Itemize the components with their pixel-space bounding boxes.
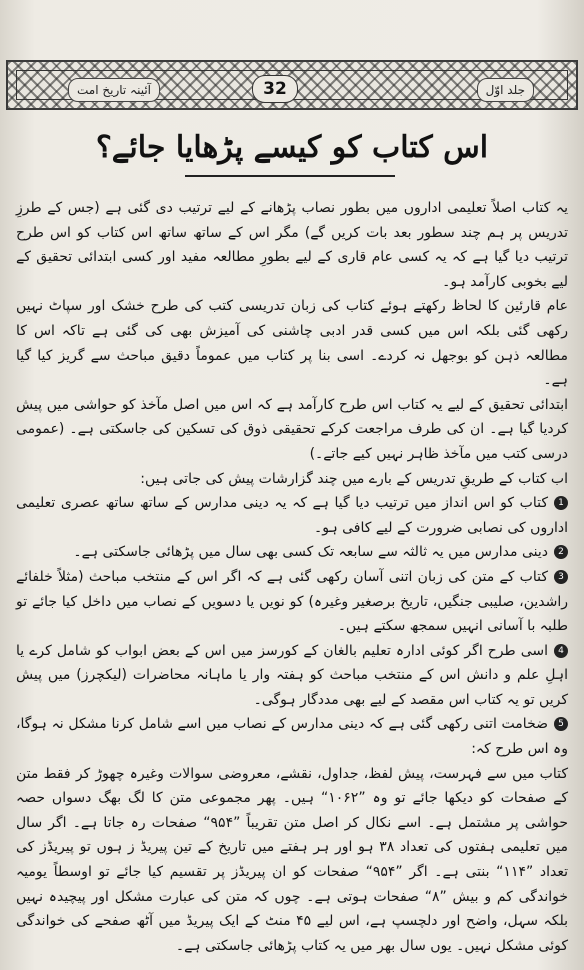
list-item [16,712,568,761]
item-number: 5 [554,717,568,731]
list-item-text: کتاب کو اس انداز میں ترتیب دیا گیا ہے کہ یہ دینی مدارس کے ساتھ ساتھ عصری تعلیمی اداروں کی نصابی ضرورت کے لیے کافی ہو۔ [16,495,568,536]
paragraph: ابتدائی تحقیق کے لیے یہ کتاب اس طرح کارآمد ہے کہ اس میں اصل مآخذ کو حواشی میں پیش کردیا گیا ہے۔ ان کی طرف مراجعت کرکے تحقیقی ذوق کی تسکین کی جاسکتی ہے۔ (عمومی درسی کتب میں مآخذ ظاہر نہیں کیے جاتے۔) [16,396,568,462]
item-number: 2 [554,545,568,559]
list-item [16,540,568,565]
list-item [16,491,568,540]
ornamental-header [6,60,578,110]
page-number: 32 [252,75,298,103]
closing-paragraph: کتاب میں سے فہرست، پیش لفظ، جداول، نقشے، معروضی سوالات وغیرہ چھوڑ کر فقط متن کے صفحات کو دیکھا جائے تو وہ ”۱۰۶۲“ ہیں۔ پھر مجموعی متن کا لگ بھگ دسواں حصہ حواشی پر مشتمل ہے۔ اسے نکال کر اصل متن تقریباً ”۹۵۴“ صفحات رہ جاتا ہے۔ اگر سال میں تعلیمی ہفتوں کی تعداد ۳۸ ہو اور ہر ہفتے میں تاریخ کے تین پیریڈ ز ہوں تو پیریڈز کی تعداد ”۱۱۴“ بنتی ہے۔ اگر ”۹۵۴“ صفحات کو ان پیریڈز پر تقسیم کیا جائے تو اوسطاً یومیہ خواندگی کم و بیش ”۸“ صفحات ہوتی ہے۔ چوں کہ متن کی عبارت مشکل اور پیچیدہ نہیں بلکہ سہل، واضح اور دلچسپ ہے، اس لیے ۴۵ منٹ کے ایک پیریڈ میں آٹھ صفحے کی خواندگی کوئی مشکل نہیں۔ یوں سال بھر میں یہ کتاب پڑھائی جاسکتی ہے۔ [16,765,569,954]
volume-label: جلد اوّل [477,78,534,102]
list-item-text: اسی طرح اگر کوئی ادارہ تعلیم بالغان کے کورسز میں اس کے بعض ابواب کو شامل کرے یا اہلِ علم و دانش اس کے منتخب مباحث کو ہفتہ وار یا ماہانہ محاضرات (لیکچرز) میں پیش کریں تو یہ کتاب اس مقصد کے لیے بھی مددگار ہوگی۔ [16,642,568,708]
section-title: اس کتاب کو کیسے پڑھایا جائے؟ [95,130,489,165]
body-text [16,196,568,958]
title-underline [185,175,395,177]
list-item [16,565,568,639]
list-item-text: کتاب کے متن کی زبان اتنی آسان رکھی گئی ہے کہ اگر اس کے منتخب مباحث (مثلاً خلفائے راشدین، صلیبی جنگیں، تاریخ برصغیر وغیرہ) کو نویں یا دسویں کے نصاب میں داخل کیا جائے تو طلبہ با آسانی انہیں سمجھ سکتے ہیں۔ [16,568,568,635]
item-number: 1 [554,496,568,510]
list-item-text: ضخامت اتنی رکھی گئی ہے کہ دینی مدارس کے نصاب میں اسے شامل کرنا مشکل نہ ہوگا، وہ اس طرح کہ: [16,716,568,758]
list-item-text: دینی مدارس میں یہ ثالثہ سے سابعہ تک کسی بھی سال میں پڑھائی جاسکتی ہے۔ [73,544,548,561]
list-item [16,639,568,713]
paragraph: عام قارئین کا لحاظ رکھتے ہوئے کتاب کی زبان تدریسی کتب کی طرح خشک اور سپاٹ نہیں رکھی گئی بلکہ اس میں کسی قدر ادبی چاشنی کی آمیزش بھی کی گئی ہے تاکہ اس کا مطالعہ ذہن کو بوجھل نہ کردے۔ اسی بنا پر کتاب میں عموماً دقیق مباحث سے گریز کیا گیا ہے۔ [16,298,568,389]
paragraph: اب کتاب کے طریقِ تدریس کے بارے میں چند گزارشات پیش کی جاتی ہیں: [140,470,568,487]
book-title-label: آئینہ تاریخ امت [68,78,160,102]
item-number: 4 [554,644,568,658]
paragraph: یہ کتاب اصلاً تعلیمی اداروں میں بطور نصاب پڑھانے کے لیے ترتیب دی گئی ہے (جس کے طرزِ تدریس پر ہم چند سطور بعد بات کریں گے) مگر اس کے ساتھ ساتھ اس کتاب کو اس طرح ترتیب دیا گیا ہے کہ یہ کسی عام قاری کے لیے بطورِ مطالعہ مفید اور کسی ابتدائی تحقیق کے لیے بخوبی کارآمد ہو۔ [16,200,568,290]
item-number: 3 [554,570,568,584]
